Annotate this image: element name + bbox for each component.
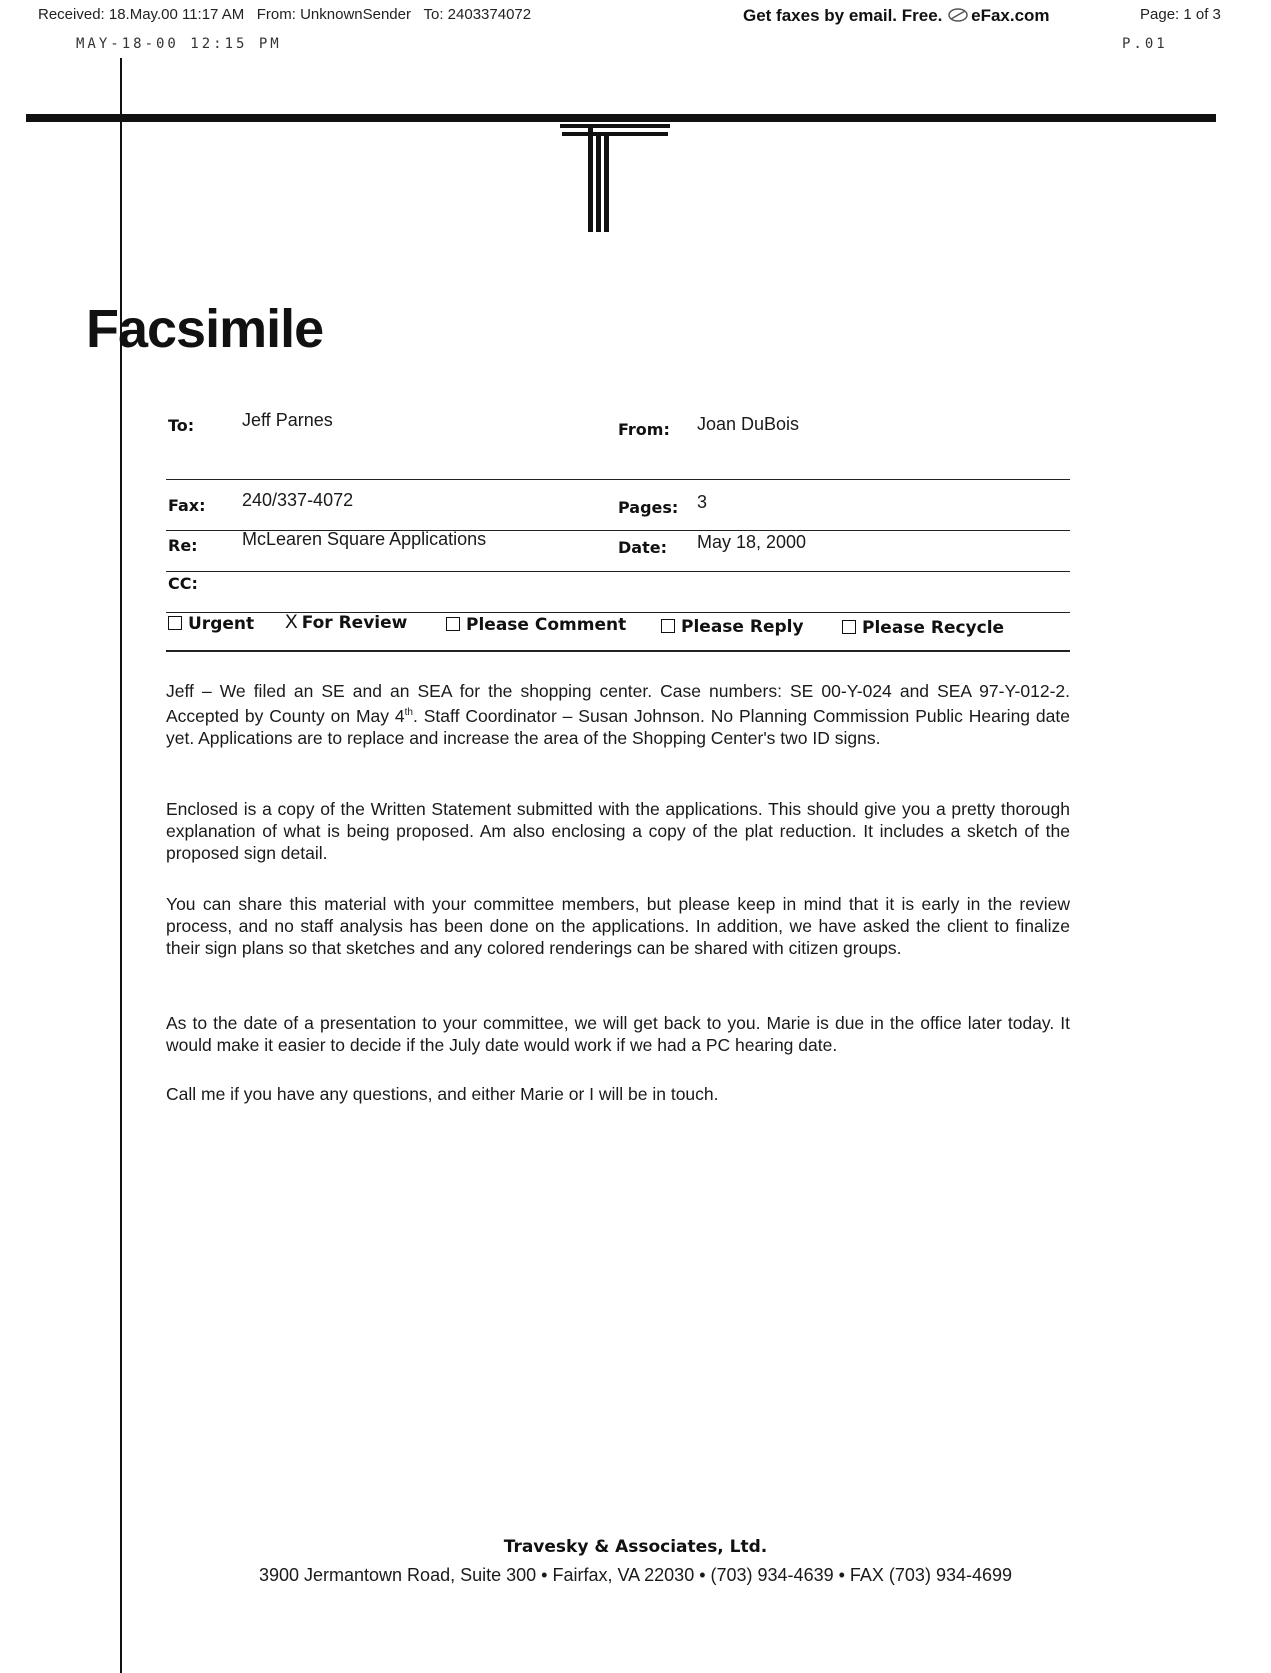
from-value: Joan DuBois (697, 414, 800, 434)
message-paragraph: You can share this material with your committee members, but please keep in mind that it is early in the review process, and no staff analysis has been done on the applications. In addition, we have asked the client to finalize their sign plans so that sketches and any colored renderings can be shared with citizen groups. (166, 894, 1070, 958)
checkbox-urgent[interactable] (168, 614, 254, 634)
checkbox-icon (168, 616, 182, 630)
date-value: May 18, 2000 (697, 532, 807, 552)
field-divider (166, 571, 1070, 572)
date-label: Date: (618, 538, 667, 557)
checkbox-icon (661, 619, 675, 633)
efax-ad (743, 5, 1050, 26)
page-title: Facsimile (86, 299, 324, 359)
ordinal-suffix: th (404, 707, 413, 718)
from-label: From: (618, 420, 670, 439)
company-name: Travesky & Associates, Ltd. (503, 1537, 768, 1557)
re-label: Re: (168, 536, 198, 555)
checkbox-label: Urgent (188, 614, 255, 634)
received-info (38, 6, 531, 23)
checkbox-please-reply[interactable] (661, 617, 804, 637)
recipient-number: To: 2403374072 (423, 6, 532, 23)
checkbox-please-recycle[interactable] (842, 618, 1004, 638)
efax-logo-icon (947, 7, 969, 23)
checkbox-label: Please Reply (681, 617, 804, 637)
company-logo-icon (560, 118, 670, 236)
checkbox-icon (446, 617, 460, 631)
message-paragraph: As to the date of a presentation to your committee, we will get back to you. Marie is due in the office later today. It would make it easier to decide if the July date would work if we had a PC hearing date. (166, 1013, 1070, 1055)
to-value: Jeff Parnes (242, 410, 333, 430)
fax-number: 240/337-4072 (242, 490, 354, 510)
message-paragraph: Call me if you have any questions, and either Marie or I will be in touch. (166, 1084, 719, 1104)
subject-value: McLearen Square Applications (242, 529, 487, 549)
message-paragraph: Enclosed is a copy of the Written Statement submitted with the applications. This should give you a pretty thorough explanation of what is being proposed. Am also enclosing a copy of the plat reduction. It includes a sketch of the proposed sign detail. (166, 799, 1070, 863)
message-paragraph (166, 680, 1070, 749)
checkbox-icon (842, 620, 856, 634)
fax-stamp-page: P.01 (1122, 36, 1168, 52)
fax-label: Fax: (168, 496, 206, 515)
checkbox-label: Please Recycle (862, 618, 1005, 638)
fax-stamp-datetime: MAY-18-00 12:15 PM (76, 36, 282, 52)
message-text: . Staff Coordinator – Susan Johnson. No Planning Commission Public Hearing date yet. Applications are to replace and increase the area of the Shopping Center's two ID signs. (166, 705, 1070, 748)
field-divider (166, 479, 1070, 480)
to-label: To: (168, 416, 195, 435)
checkbox-label: Please Comment (466, 615, 627, 635)
received-timestamp: Received: 18.May.00 11:17 AM (38, 6, 245, 23)
page-count: Page: 1 of 3 (1140, 6, 1221, 23)
checked-x-mark: X (285, 612, 298, 633)
pages-label: Pages: (618, 498, 679, 517)
message-text: Jeff – We filed an SE and an SEA for the shopping center. Case numbers: SE 00-Y-024 and SEA 97-Y-012-2. Accepted by County on May 4 (166, 681, 1070, 726)
checkbox-please-comment[interactable] (446, 615, 626, 635)
efax-brand: eFax.com (971, 6, 1050, 25)
checkbox-for-review[interactable] (285, 612, 407, 634)
efax-ad-text: Get faxes by email. Free. (743, 6, 943, 25)
checkbox-divider (166, 650, 1070, 652)
sender-info: From: UnknownSender (256, 6, 411, 23)
pages-value: 3 (697, 492, 708, 512)
company-address: 3900 Jermantown Road, Suite 300 • Fairfax, VA 22030 • (703) 934-4639 • FAX (703) 934-4699 (258, 1565, 1013, 1585)
checkbox-label: For Review (301, 613, 408, 633)
cc-label: CC: (168, 574, 198, 593)
